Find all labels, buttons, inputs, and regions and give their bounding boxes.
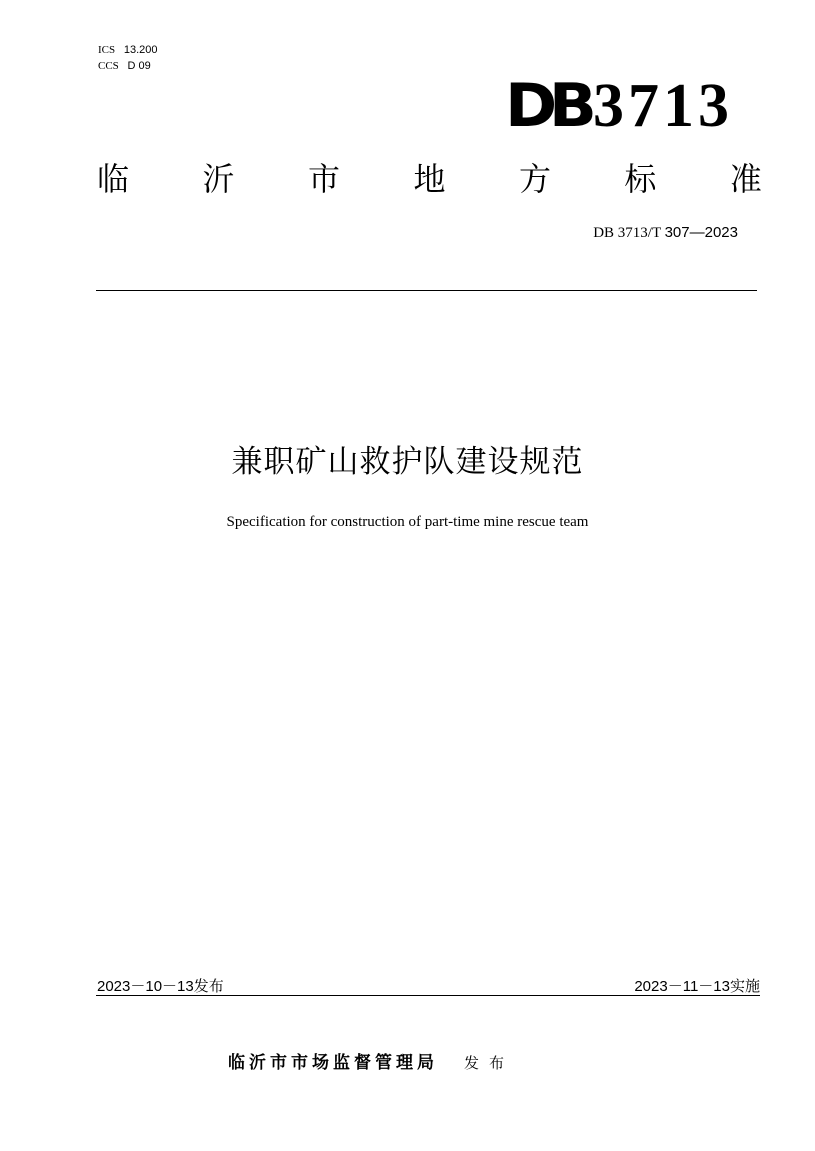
classification-codes [98, 42, 158, 74]
document-title-english: Specification for construction of part-time mine rescue team [226, 514, 589, 530]
standard-type-heading [97, 158, 762, 200]
standard-type-char: 沂 [202, 160, 235, 198]
issuing-authority [228, 1048, 514, 1073]
issuer-action: 发布 [464, 1054, 515, 1072]
ccs-code: D 09 [127, 60, 151, 72]
bottom-divider [96, 995, 760, 996]
ccs-row [98, 58, 158, 74]
document-title-chinese: 兼职矿山救护队建设规范 [231, 444, 584, 480]
ccs-label: CCS [98, 60, 119, 72]
standard-type-char: 准 [729, 160, 762, 198]
db-region-code: 3713 [593, 72, 733, 140]
standard-type-char: 临 [97, 160, 130, 198]
db-standard-mark [505, 68, 733, 141]
issue-date-group [97, 976, 224, 997]
top-divider [96, 290, 757, 291]
dates-row [97, 976, 760, 997]
ics-label: ICS [98, 44, 116, 56]
standard-type-char: 地 [413, 160, 446, 198]
standard-type-char: 方 [518, 160, 551, 198]
implement-date-group [634, 976, 760, 997]
standard-number-prefix: DB 3713/T [593, 225, 661, 241]
issue-date: 2023－10－13 [97, 978, 194, 995]
issue-label: 发布 [193, 977, 224, 995]
db-letters: DB [505, 71, 589, 141]
standard-type-char: 标 [624, 160, 657, 198]
standard-number-value: 307—2023 [664, 224, 738, 241]
ics-row [98, 42, 158, 58]
implement-date: 2023－11－13 [634, 978, 730, 995]
ics-code: 13.200 [123, 44, 158, 56]
standard-number [593, 224, 738, 242]
issuer-name: 临沂市市场监督管理局 [228, 1053, 438, 1073]
standard-type-char: 市 [307, 160, 340, 198]
implement-label: 实施 [729, 977, 760, 995]
